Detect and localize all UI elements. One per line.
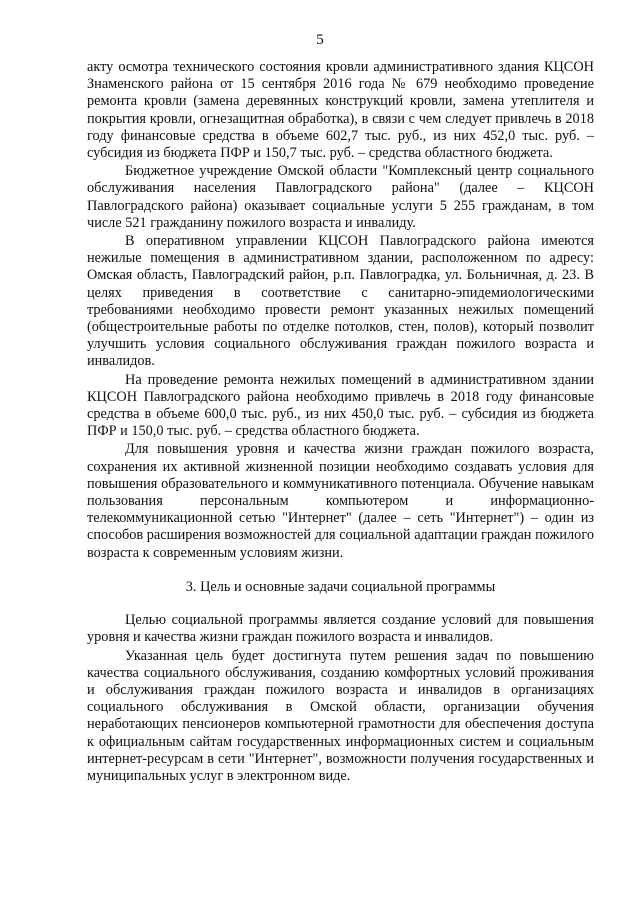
paragraph-repair-funding: На проведение ремонта нежилых помещений в административном здании КЦСОН Павлоградского района необходимо привлечь в 2018 году финансовые средства в объеме 600,0 тыс. руб., из них 450,0 тыс. руб. – субсидия из бюджета ПФР и 150,0 тыс. руб. – средства областного бюджета. (87, 371, 594, 440)
paragraph-program-goal: Целью социальной программы является создание условий для повышения уровня и качества жизни граждан пожилого возраста и инвалидов. (87, 612, 594, 646)
document-body (87, 59, 594, 785)
paragraph-program-tasks: Указанная цель будет достигнута путем решения задач по повышению качества социального обслуживания, созданию комфортных условий проживания и обслуживания граждан пожилого возраста и инвалидов в организациях социального обслуживания в Омской области, организации обучения неработающих пенсионеров компьютерной грамотности для обеспечения доступа к официальным сайтам государственных информационных систем и социальным интернет-ресурсам в сети "Интернет", возможности получения государственных и муниципальных услуг в электронном виде. (87, 647, 594, 784)
paragraph-kcson-pavlogradsky: Бюджетное учреждение Омской области "Комплексный центр социального обслуживания населения Павлоградского района" (далее – КЦСОН Павлоградского района) оказывает социальные услуги 5 255 гражданам, в том числе 521 гражданину пожилого возраста и инвалиду. (87, 163, 594, 231)
paragraph-nonresidential-premises: В оперативном управлении КЦСОН Павлоградского района имеются нежилые помещения в административном здании, расположенном по адресу: Омская область, Павлоградский район, р.п. Павлоградка, ул. Больничная, д. 23. В целях приведения в соответствие с санитарно-эпидемиологическими требованиями необходимо провести ремонт указанных нежилых помещений (общестроительные работы по отделке потолков, стен, полов), который позволит улучшить условия социального обслуживания граждан пожилого возраста и инвалидов. (87, 233, 594, 370)
section-title: 3. Цель и основные задачи социальной программы (185, 578, 496, 595)
paragraph-computer-literacy: Для повышения уровня и качества жизни граждан пожилого возраста, сохранения их активной жизненной позиции необходимо создавать условия для повышения образовательного и коммуникативного потенциала. Обучение навыкам пользования персональным компьютером и информационно-телекоммуникационной сетью "Интернет" (далее – сеть "Интернет") – один из способов расширения возможностей для социальной адаптации граждан пожилого возраста к современным условиям жизни. (87, 441, 594, 561)
paragraph-continuation-roof-repair: акту осмотра технического состояния кровли административного здания КЦСОН Знаменского района от 15 сентября 2016 года № 679 необходимо проведение ремонта кровли (замена деревянных конструкций кровли, замена утеплителя и покрытия кровли, огнезащитная обработка), в связи с чем следует привлечь в 2018 году финансовые средства в объеме 602,7 тыс. руб., из них 452,0 тыс. руб. – субсидия из бюджета ПФР и 150,7 тыс. руб. – средства областного бюджета. (87, 59, 594, 162)
page-number: 5 (316, 32, 324, 48)
